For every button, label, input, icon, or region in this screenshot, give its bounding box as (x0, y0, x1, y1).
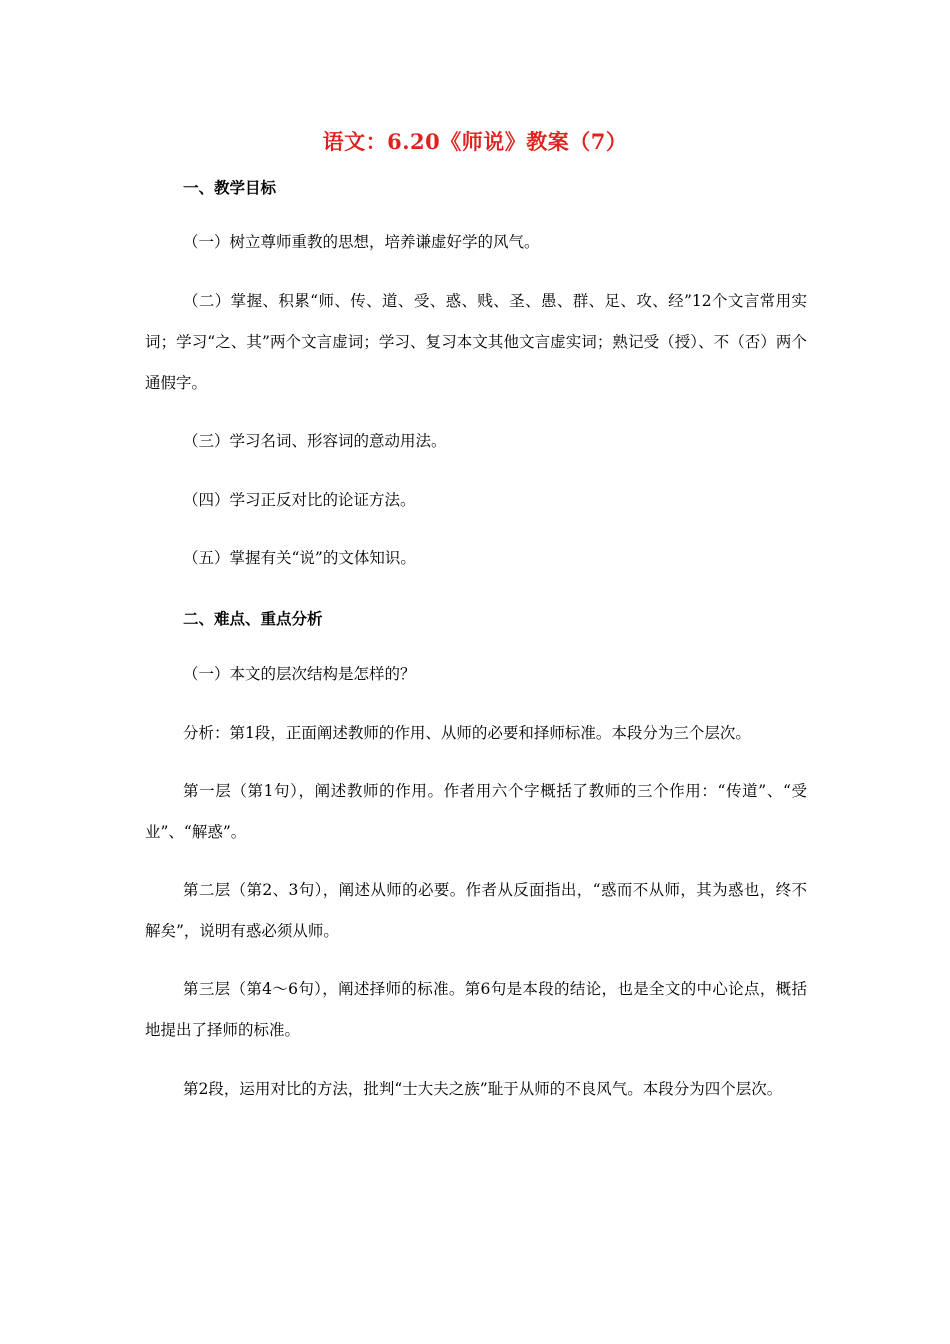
paragraph: （一）树立尊师重教的思想，培养谦虚好学的风气。 (183, 233, 540, 251)
paragraph: 第2段，运用对比的方法，批判“士大夫之族”耻于从师的不良风气。本段分为四个层次。 (183, 1080, 783, 1098)
paragraph: 分析：第1段，正面阐述教师的作用、从师的必要和择师标准。本段分为三个层次。 (183, 724, 751, 742)
paragraph: 第一层（第1句），阐述教师的作用。作者用六个字概括了教师的三个作用：“传道”、“受业”、“解惑”。 (145, 782, 807, 841)
paragraph: （二）掌握、积累“师、传、道、受、惑、贱、圣、愚、群、足、攻、经”12个文言常用实词；学习“之、其”两个文言虚词；学习、复习本文其他文言虚实词；熟记受（授）、不（否）两个通假字。 (145, 292, 807, 392)
section-heading-objectives: 一、教学目标 (183, 178, 277, 197)
section-heading-analysis: 二、难点、重点分析 (183, 609, 323, 628)
paragraph: 第三层（第4～6句），阐述择师的标准。第6句是本段的结论，也是全文的中心论点，概括地提出了择师的标准。 (145, 980, 807, 1039)
paragraph: 第二层（第2、3句），阐述从师的必要。作者从反面指出，“惑而不从师，其为惑也，终不解矣”，说明有惑必须从师。 (145, 881, 807, 940)
paragraph: （四）学习正反对比的论证方法。 (183, 491, 416, 509)
paragraph: （三）学习名词、形容词的意动用法。 (183, 432, 447, 450)
paragraph: （一）本文的层次结构是怎样的？ (183, 665, 416, 683)
paragraph: （五）掌握有关“说”的文体知识。 (183, 549, 416, 567)
document-title: 语文：6.20《师说》教案（7） (322, 129, 628, 154)
